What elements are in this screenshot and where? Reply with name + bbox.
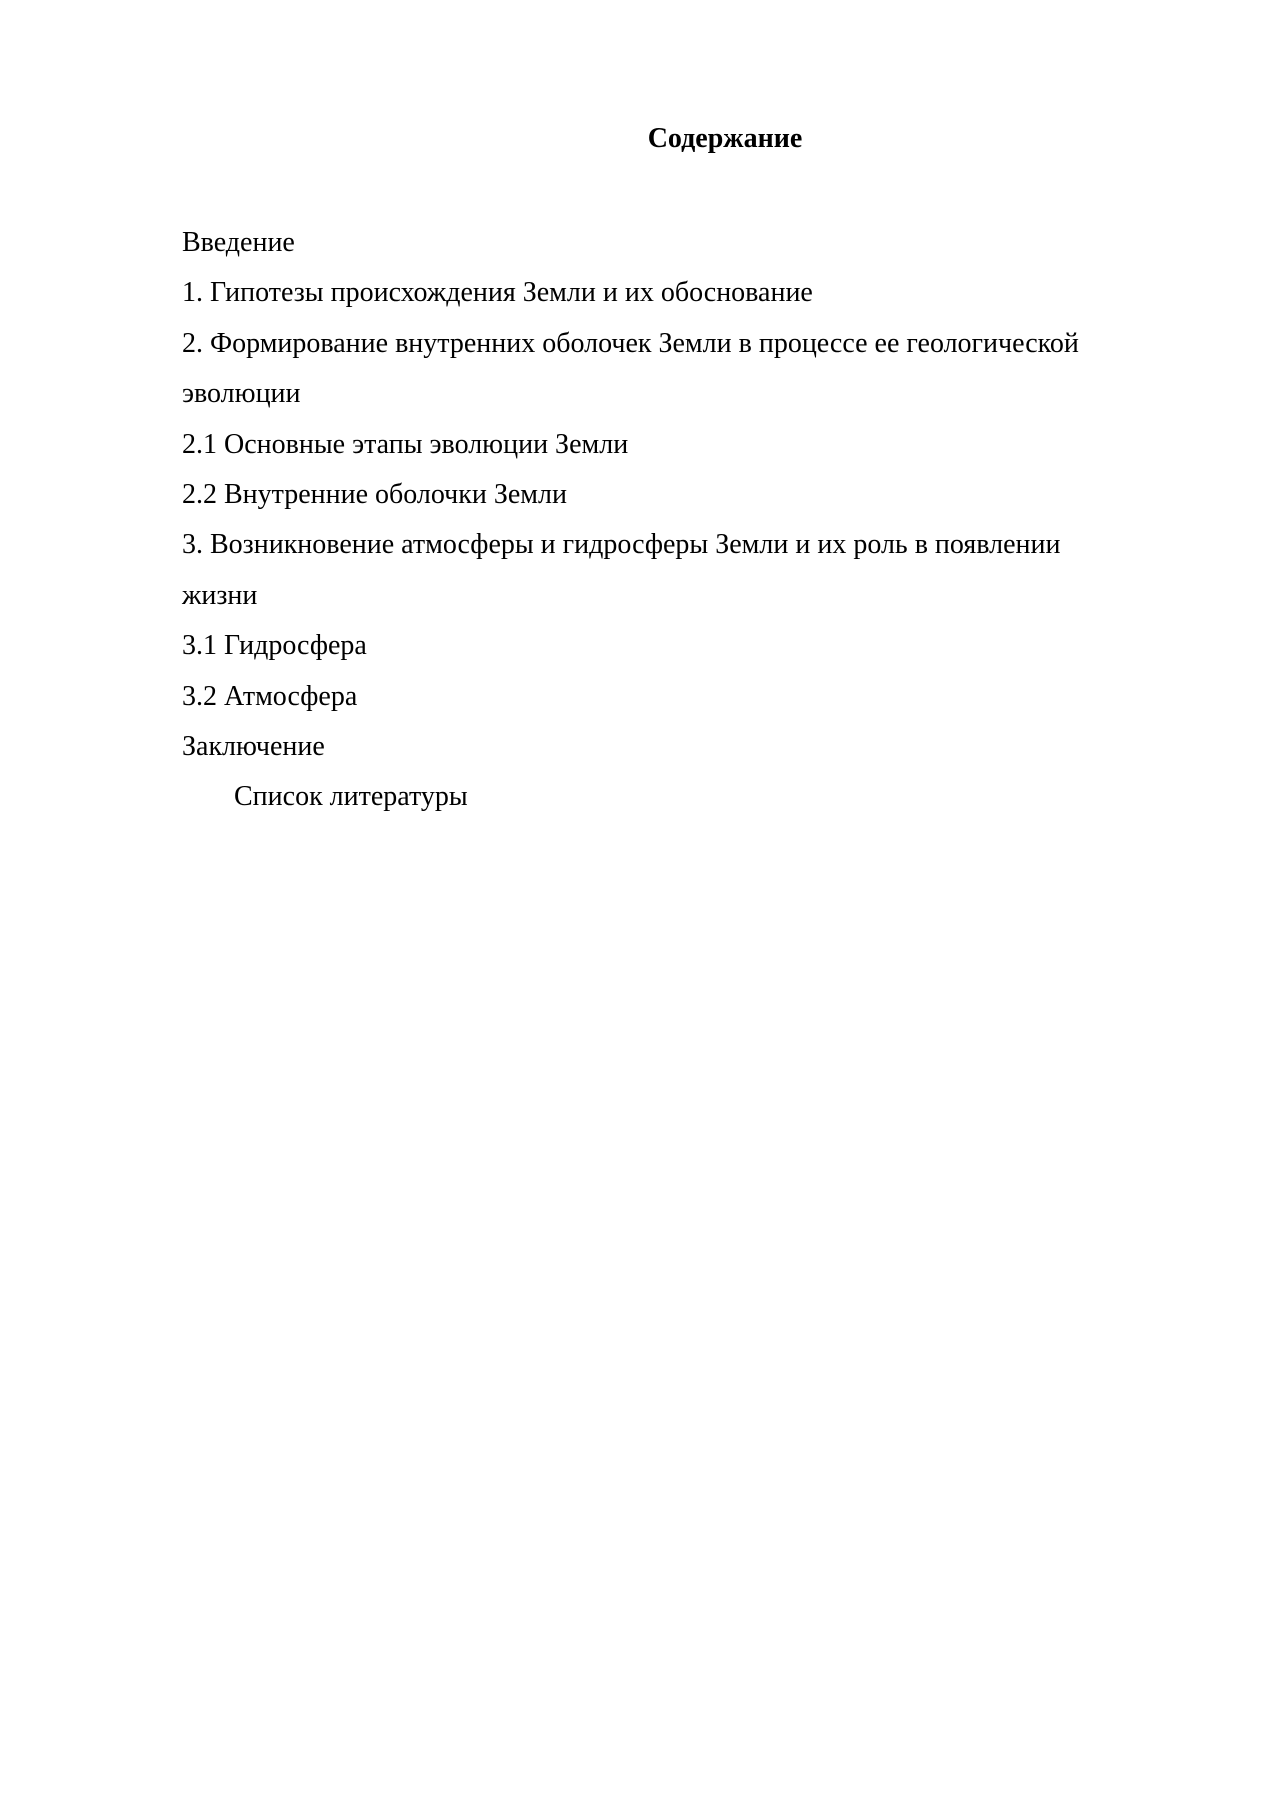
toc-item-text: Введение	[182, 227, 295, 258]
toc-item-text: 2.1 Основные этапы эволюции Земли	[182, 428, 629, 460]
toc-item-2-2	[182, 470, 1162, 520]
toc-item-text: Заключение	[182, 731, 325, 763]
table-of-contents	[182, 218, 1162, 823]
toc-item-text: 2.2 Внутренние оболочки Земли	[182, 479, 567, 511]
toc-item-text: Список литературы	[234, 781, 468, 813]
toc-item-3	[182, 520, 1162, 621]
toc-item-references	[182, 772, 1162, 822]
toc-item-conclusion	[182, 722, 1162, 772]
toc-item-introduction	[182, 218, 1162, 268]
toc-item-text-continuation: эволюции	[182, 378, 301, 410]
toc-item-text: 3.1 Гидросфера	[182, 630, 367, 662]
toc-item-text: 3.2 Атмосфера	[182, 680, 358, 712]
toc-item-1	[182, 268, 1162, 318]
toc-item-text: 1. Гипотезы происхождения Земли и их обоснование	[182, 277, 813, 309]
toc-item-text: 2. Формирование внутренних оболочек Земли в процессе ее геологической	[182, 327, 1079, 359]
toc-item-text: 3. Возникновение атмосферы и гидросферы Земли и их роль в появлении	[182, 529, 1061, 561]
toc-item-2-1	[182, 420, 1162, 470]
toc-item-2	[182, 319, 1162, 420]
page-title: Содержание	[647, 123, 803, 154]
toc-item-3-2	[182, 672, 1162, 722]
toc-item-3-1	[182, 621, 1162, 671]
toc-item-text-continuation: жизни	[182, 579, 258, 611]
